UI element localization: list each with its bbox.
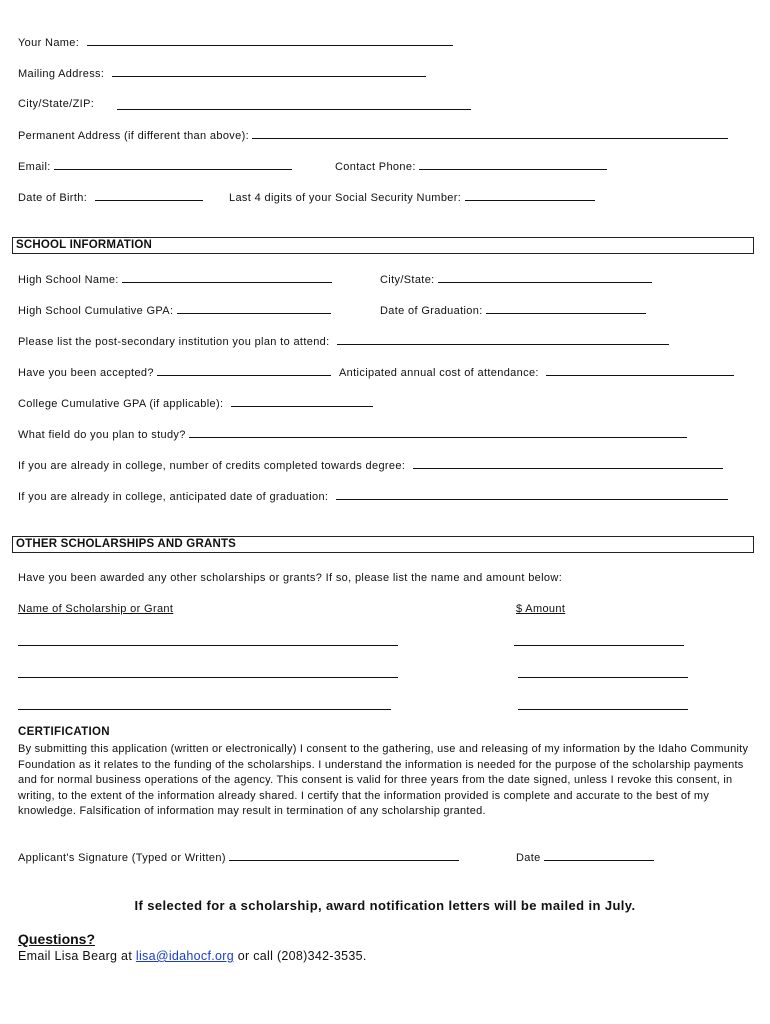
college-gpa-label: College Cumulative GPA (if applicable): [18,398,224,410]
scholarship-name-field-1[interactable] [18,636,398,646]
contact-line [18,949,367,963]
ssn-row [229,191,595,204]
permanent-address-field[interactable] [252,129,728,139]
hs-gpa-row [18,304,331,317]
signature-label: Applicant's Signature (Typed or Written) [18,852,226,864]
signature-row [18,851,459,864]
dob-label: Date of Birth: [18,192,88,204]
certification-body: By submitting this application (written or electronically) I consent to the gathering, use and releasing of my information by the Idaho Community Foundation as it relates to the funding of the scholarships. I understand the information is needed for the purpose of the scholarship payments and for normal business operations of the agency. This consent is valid for three years from the date signed, unless I revoke this consent, in writing, to the extent of the information already shared. I certify that the information provided is complete and accurate to the best of my knowledge. Falsification of information may result in termination of any scholarship granted. [18,743,749,818]
field-study-field[interactable] [189,428,687,438]
hs-city-field[interactable] [438,273,652,283]
grad-anticipated-field[interactable] [336,490,728,500]
dob-field[interactable] [95,191,203,201]
mailing-address-field[interactable] [112,67,426,77]
phone-label: Contact Phone: [335,161,416,173]
col-amount-header: $ Amount [516,603,566,615]
grad-anticipated-row [18,490,728,503]
other-question: Have you been awarded any other scholarships or grants? If so, please list the name and amount below: [18,572,563,584]
cost-row [339,366,734,379]
accepted-field[interactable] [157,366,331,376]
credits-label: If you are already in college, number of credits completed towards degree: [18,460,406,472]
ssn-field[interactable] [465,191,595,201]
hs-name-label: High School Name: [18,274,119,286]
notification-notice: If selected for a scholarship, award notification letters will be mailed in July. [134,898,636,913]
scholarship-name-field-2[interactable] [18,668,398,678]
name-label: Your Name: [18,37,80,49]
institution-label: Please list the post-secondary institution you plan to attend: [18,336,330,348]
questions-heading: Questions? [18,931,96,947]
name-row [18,36,453,49]
phone-row [335,160,607,173]
school-info-heading: SCHOOL INFORMATION [12,237,754,254]
dob-row [18,191,203,204]
permanent-label: Permanent Address (if different than above): [18,130,250,142]
college-gpa-field[interactable] [231,397,373,407]
ssn-label: Last 4 digits of your Social Security Number: [229,192,462,204]
contact-call: or call (208)342-3535. [237,949,367,963]
cost-label: Anticipated annual cost of attendance: [339,367,539,379]
cost-field[interactable] [546,366,734,376]
scholarship-amount-field-2[interactable] [518,668,688,678]
contact-prefix: Email Lisa Bearg at [18,949,133,963]
accepted-label: Have you been accepted? [18,367,154,379]
field-study-label: What field do you plan to study? [18,429,186,441]
city-state-zip-field[interactable] [117,100,471,110]
mailing-label: Mailing Address: [18,68,105,80]
date-field[interactable] [544,851,654,861]
email-field[interactable] [54,160,292,170]
grad-date-row [380,304,646,317]
hs-gpa-label: High School Cumulative GPA: [18,305,174,317]
grad-anticipated-label: If you are already in college, anticipated date of graduation: [18,491,329,503]
date-row [516,851,654,864]
hs-name-field[interactable] [122,273,332,283]
accepted-row [18,366,331,379]
contact-phone-field[interactable] [419,160,607,170]
mailing-row [18,67,426,80]
credits-field[interactable] [413,459,723,469]
email-link[interactable]: lisa@idahocf.org [135,949,234,963]
scholarship-amount-field-1[interactable] [514,636,684,646]
field-study-row [18,428,687,441]
hs-name-row [18,273,332,286]
signature-field[interactable] [229,851,459,861]
city-row [18,98,94,110]
hs-city-label: City/State: [380,274,435,286]
date-label: Date [516,852,541,864]
hs-city-row [380,273,652,286]
college-gpa-row [18,397,373,410]
certification-title: CERTIFICATION [18,726,110,738]
institution-field[interactable] [337,335,669,345]
hs-gpa-field[interactable] [177,304,331,314]
scholarship-amount-field-3[interactable] [518,700,688,710]
city-label: City/State/ZIP: [18,98,95,110]
credits-row [18,459,723,472]
scholarship-name-field-3[interactable] [18,700,391,710]
grad-date-field[interactable] [486,304,646,314]
name-field[interactable] [87,36,453,46]
col-name-header: Name of Scholarship or Grant [18,603,174,615]
grad-date-label: Date of Graduation: [380,305,483,317]
email-row [18,160,292,173]
other-scholarships-heading: OTHER SCHOLARSHIPS AND GRANTS [12,536,754,553]
email-label: Email: [18,161,51,173]
institution-row [18,335,669,348]
permanent-row [18,129,728,142]
